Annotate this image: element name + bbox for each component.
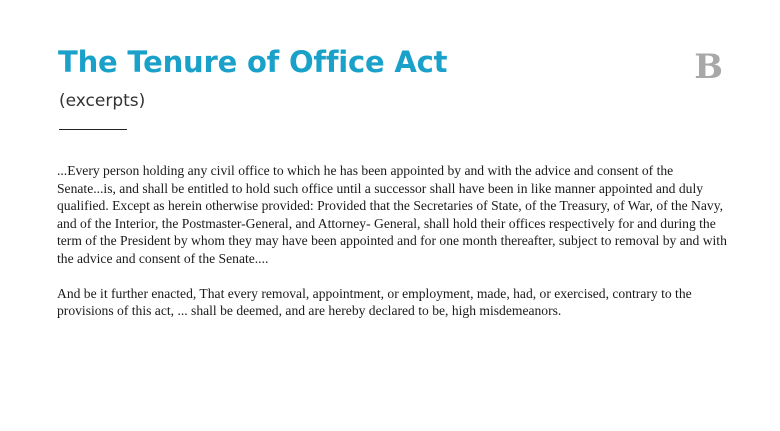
document-body	[57, 162, 727, 337]
body-paragraph: And be it further enacted, That every removal, appointment, or employment, made, had, or exercised, contrary to the provisions of this act, ... shall be deemed, and are hereby declared to be, high misdemeanors.	[57, 285, 692, 318]
title-divider	[59, 129, 127, 130]
document-subtitle: (excerpts)	[59, 91, 146, 111]
body-paragraph: ...Every person holding any civil office to which he has been appointed by and with the advice and consent of the Senate...is, and shall be entitled to hold such office until a successor shall have been in like manner appointed and duly qualified. Except as herein otherwise provided: Provided that the Secretaries of State, of the Treasury, of War, of the Navy, and of the Interior, the Postmaster-General, and Attorney- General, shall hold their offices respectively for and during the term of the President by whom they may have been appointed and for one month thereafter, subject to removal by and with the advice and consent of the Senate....	[57, 163, 727, 266]
document-title: The Tenure of Office Act	[58, 45, 448, 79]
section-letter-badge: B	[694, 47, 723, 87]
